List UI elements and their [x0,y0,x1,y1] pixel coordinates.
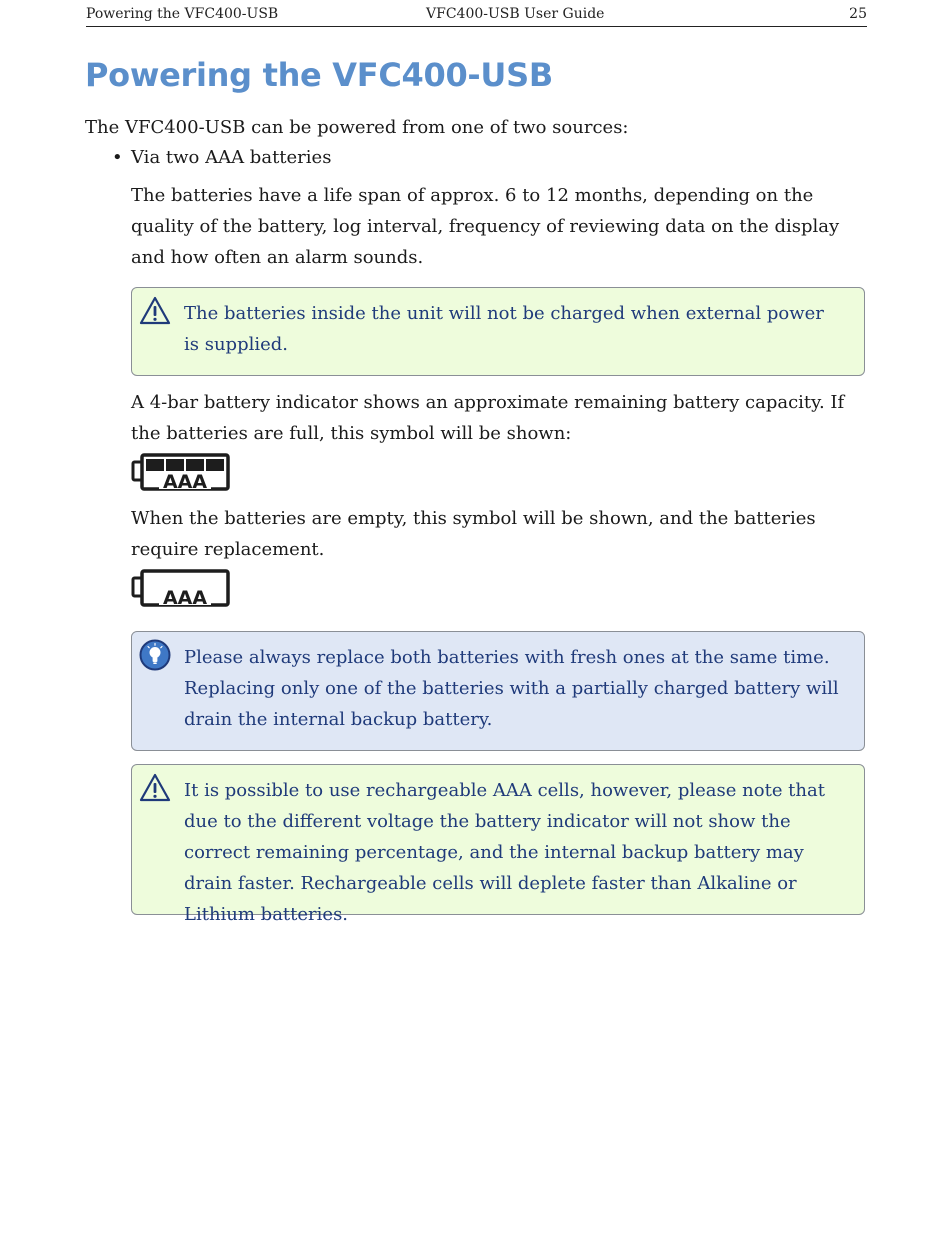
header-page-number: 25 [849,6,867,22]
bullet-marker: • [112,147,123,168]
intro-paragraph: The VFC400-USB can be powered from one of two sources: [85,117,629,138]
battery-life-paragraph: The batteries have a life span of approx. 6 to 12 months, depending on the quality of the battery, log interval, frequency of reviewing data on the display and how often an alarm sounds. [131,185,840,268]
page-title: Powering the VFC400-USB [85,56,553,94]
rechargeable-warning-text: It is possible to use rechargeable AAA cells, however, please note that due to the different voltage the battery indicator will not show the correct remaining percentage, and the internal backup battery may drain faster. Rechargeable cells will deplete faster than Alkaline or Lithium batteries. [184,780,825,925]
header-guide-title: VFC400-USB User Guide [426,6,605,22]
battery-bar-3 [186,459,204,471]
battery-empty-label: AAA [162,587,208,609]
battery-bar-1 [146,459,164,471]
battery-bar-4 [206,459,224,471]
battery-bar-2 [166,459,184,471]
battery-full-label: AAA [162,471,208,493]
replace-batteries-tip-text: Please always replace both batteries with fresh ones at the same time. Replacing only one of the batteries with a partially charged battery will drain the internal backup battery. [184,647,839,730]
charge-warning-text: The batteries inside the unit will not be charged when external power is supplied. [184,303,824,355]
warning-triangle-icon [139,295,171,327]
running-header [86,4,867,27]
rechargeable-warning-callout [131,764,865,925]
battery-empty-icon [131,569,231,609]
charge-warning-callout [131,287,865,376]
warning-triangle-icon [139,772,171,804]
battery-indicator-paragraph: A 4-bar battery indicator shows an approximate remaining battery capacity. If the batteries are full, this symbol will be shown: [131,392,845,444]
battery-empty-paragraph: When the batteries are empty, this symbol will be shown, and the batteries require replacement. [131,508,816,560]
header-section-name: Powering the VFC400-USB [86,6,279,22]
battery-full-icon [131,453,231,493]
replace-batteries-tip-callout [131,631,865,751]
bullet-item-aaa-batteries: Via two AAA batteries [131,147,332,168]
lightbulb-icon [139,639,171,671]
